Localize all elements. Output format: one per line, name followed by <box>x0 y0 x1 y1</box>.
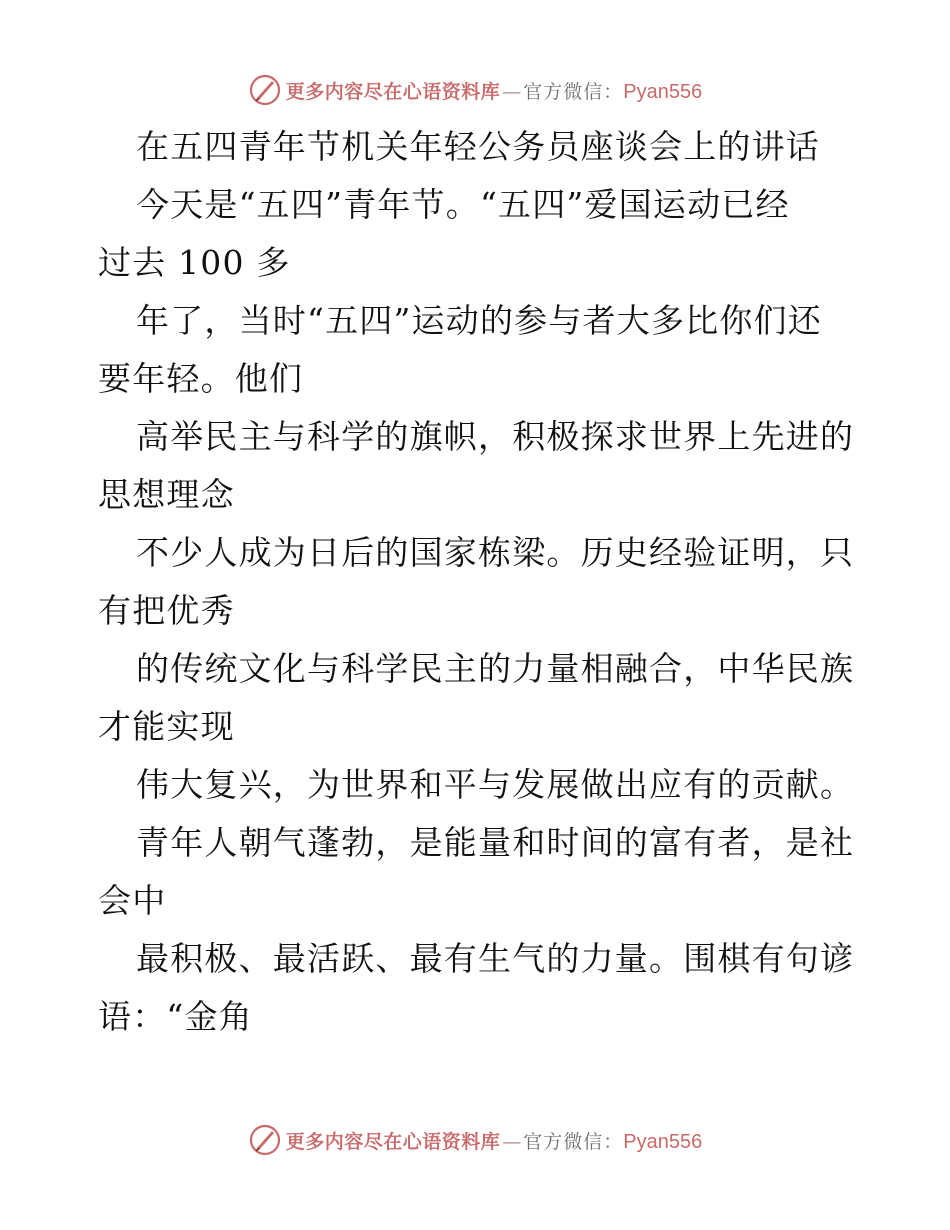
banner-dash: — <box>502 1130 522 1153</box>
header-watermark-banner <box>0 70 950 110</box>
text-line: 青年人朝气蓬勃，是能量和时间的富有者，是社 <box>136 823 855 862</box>
text-line: 年了，当时“五四”运动的参与者大多比你们还 <box>136 301 822 340</box>
wechat-id: Pyan556 <box>623 1130 703 1153</box>
text-line: 要年轻。他们 <box>98 359 304 398</box>
text-line: 今天是“五四”青年节。“五四”爱国运动已经 <box>136 185 790 224</box>
text-line: 会中 <box>98 881 167 920</box>
wechat-label: 官方微信： <box>523 80 624 103</box>
text-line: 伟大复兴，为世界和平与发展做出应有的贡献。 <box>136 765 855 804</box>
text-line: 思想理念 <box>98 475 235 514</box>
document-title: 在五四青年节机关年轻公务员座谈会上的讲话 <box>136 127 820 166</box>
text-line: 的传统文化与科学民主的力量相融合，中华民族 <box>136 649 855 688</box>
banner-dash: — <box>502 80 522 103</box>
wechat-label: 官方微信： <box>523 1130 624 1153</box>
quill-pen-logo-icon <box>248 73 282 107</box>
text-line: 才能实现 <box>98 707 235 746</box>
footer-watermark-banner <box>0 1120 950 1160</box>
text-line: 最积极、最活跃、最有生气的力量。围棋有句谚 <box>136 939 855 978</box>
site-name-text: 更多内容尽在心语资料库 <box>285 80 501 103</box>
text-line: 过去 100 多 <box>98 243 291 282</box>
site-name-text: 更多内容尽在心语资料库 <box>285 1130 501 1153</box>
text-line: 不少人成为日后的国家栋梁。历史经验证明，只 <box>136 533 855 572</box>
quill-pen-logo-icon <box>248 1123 282 1157</box>
wechat-id: Pyan556 <box>623 80 703 103</box>
text-line: 有把优秀 <box>98 591 235 630</box>
text-line: 高举民主与科学的旗帜，积极探求世界上先进的 <box>136 417 855 456</box>
text-line: 语：“金角 <box>98 997 253 1036</box>
